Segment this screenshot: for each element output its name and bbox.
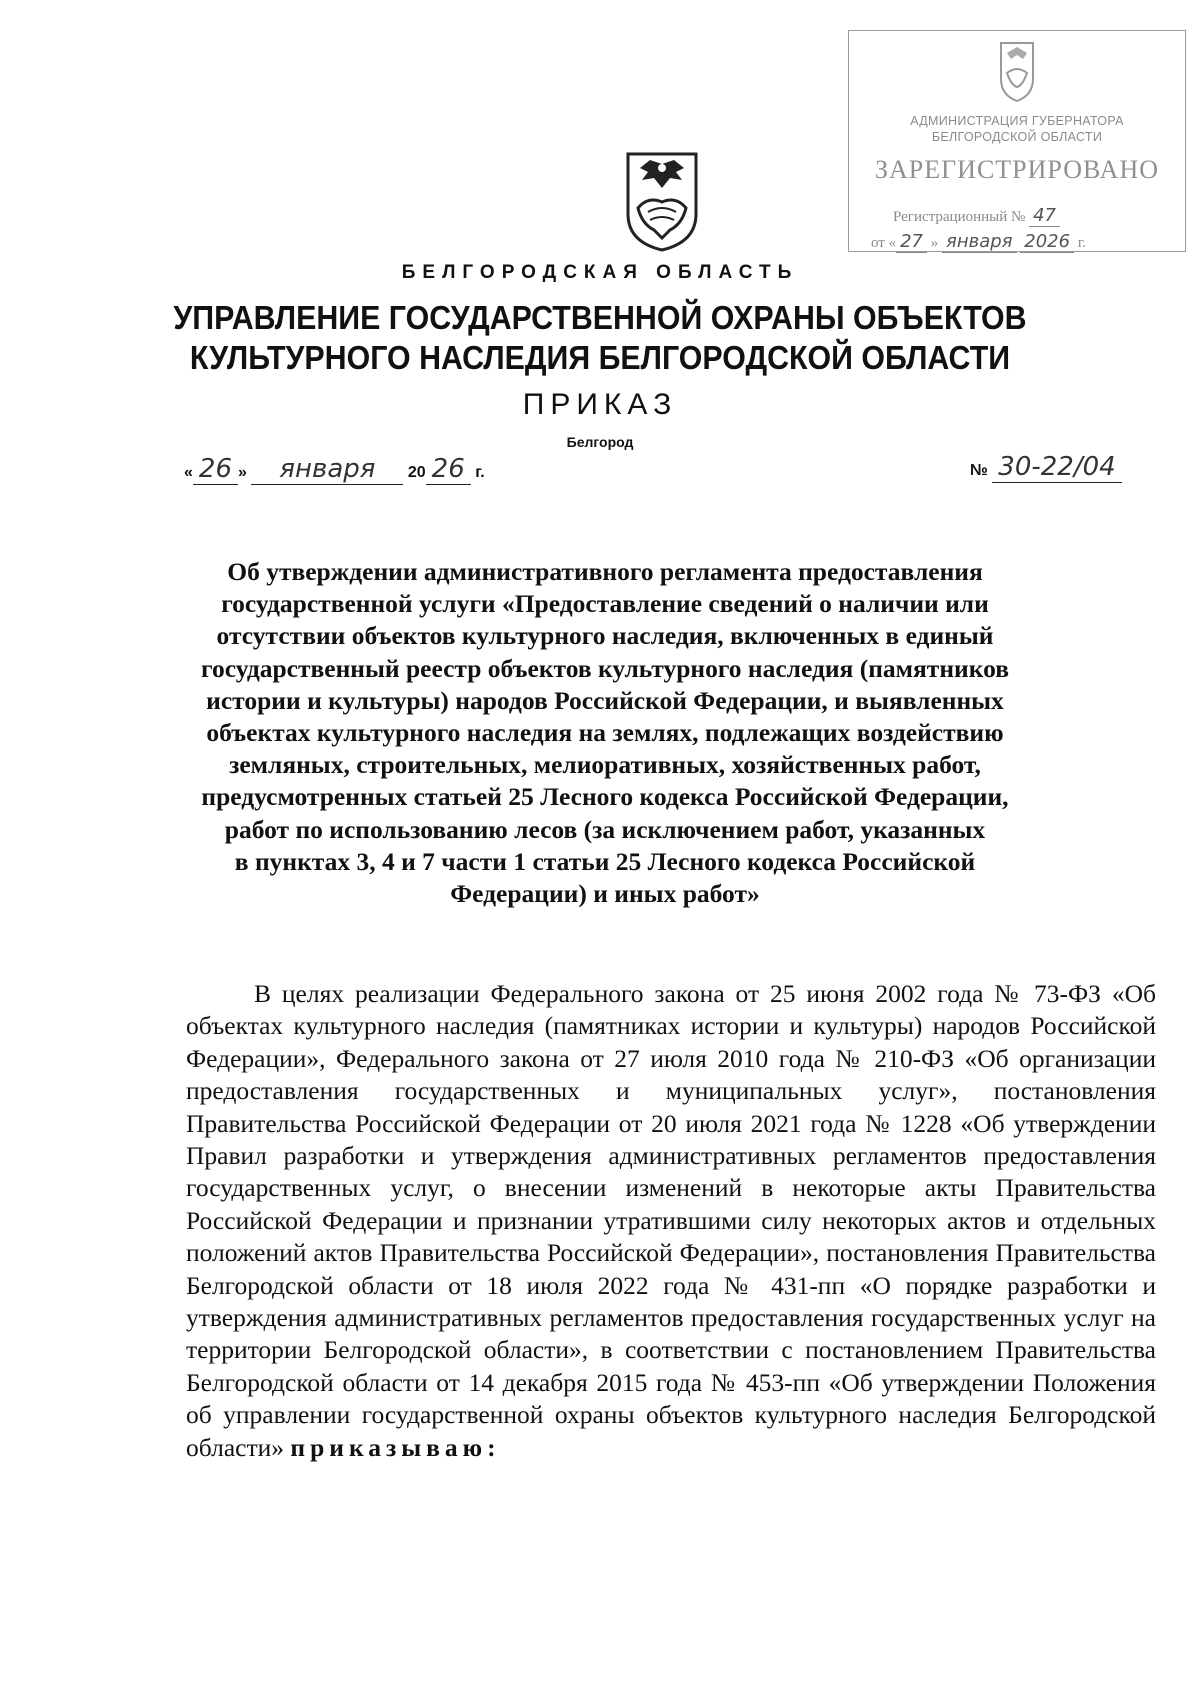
number-label: №: [970, 462, 988, 479]
stamp-reg-number-line: [893, 205, 1060, 226]
organization-name-line: УПРАВЛЕНИЕ ГОСУДАРСТВЕННОЙ ОХРАНЫ ОБЪЕКТОВ: [173, 299, 1027, 336]
order-word: приказываю:: [290, 1432, 501, 1462]
subject-line: земляных, строительных, мелиоративных, хозяйственных работ,: [229, 750, 981, 780]
number-value: 30-22/04: [992, 452, 1121, 483]
stamp-status: ЗАРЕГИСТРИРОВАНО: [875, 155, 1159, 184]
stamp-date-month: января: [942, 231, 1017, 253]
stamp-date-quote: »: [930, 235, 939, 251]
date-year-prefix: 20: [407, 464, 426, 481]
stamp-org-line: АДМИНИСТРАЦИЯ ГУБЕРНАТОРА: [910, 114, 1124, 128]
stamp-reg-number: 47: [1029, 205, 1060, 227]
preamble-text: В целях реализации Федерального закона от 25 июня 2002 года № 73-ФЗ «Об объектах культурного наследия (памятниках истории и культуры) народов Российской Федерации», Федерального закона от 27 июля 2010 года № 210-ФЗ «Об организации предоставления государственных и муниципальных услуг», постановления Правительства Российской Федерации от 20 июля 2021 года № 1228 «Об утверждении Правил разработки и утверждения административных регламентов предоставления государственных услуг, о внесении изменений в некоторые акты Правительства Российской Федерации и признании утратившими силу некоторых актов и отдельных положений актов Правительства Российской Федерации», постановления Правительства Белгородской области от 18 июля 2022 года № 431-пп «О порядке разработки и утверждения административных регламентов предоставления государственных услуг на территории Белгородской области», в соответствии с постановлением Правительства Белгородской области от 14 декабря 2015 года № 453-пп «Об утверждении Положения об управлении государственной охраны объектов культурного наследия Белгородской области»: [186, 979, 1156, 1462]
registration-stamp: [848, 30, 1186, 252]
subject-line: в пунктах 3, 4 и 7 части 1 статьи 25 Лесного кодекса Российской: [234, 846, 976, 876]
stamp-date-year: 2026: [1020, 231, 1074, 253]
stamp-organization: [849, 113, 1185, 145]
subject-line: истории и культуры) народов Российской Федерации, и выявленных: [206, 685, 1004, 715]
subject-line: отсутствии объектов культурного наследия, включенных в единый: [216, 621, 994, 651]
city: Белгород: [566, 434, 634, 450]
region-name: БЕЛГОРОДСКАЯ ОБЛАСТЬ: [401, 262, 799, 283]
date-close-quote: »: [238, 464, 247, 481]
date-year-suffix: 26: [426, 454, 471, 485]
subject-line: предусмотренных статьей 25 Лесного кодекса Российской Федерации,: [201, 782, 1009, 812]
subject-line: Федерации) и иных работ»: [450, 879, 760, 909]
date-month: января: [251, 454, 403, 485]
organization-name-line: КУЛЬТУРНОГО НАСЛЕДИЯ БЕЛГОРОДСКОЙ ОБЛАСТИ: [189, 339, 1011, 376]
date-open-quote: «: [184, 464, 193, 481]
preamble-paragraph: [186, 978, 1156, 1464]
subject-line: объектах культурного наследия на землях, подлежащих воздействию: [206, 718, 1004, 748]
stamp-date-suffix: г.: [1077, 235, 1087, 251]
document-number: [970, 452, 1122, 482]
stamp-date-line: [871, 231, 1086, 252]
belgorod-coat-of-arms-icon: [997, 39, 1037, 103]
document-type: ПРИКАЗ: [522, 388, 678, 421]
date-day: 26: [193, 454, 238, 485]
subject-line: государственный реестр объектов культурного наследия (памятников: [201, 653, 1009, 683]
stamp-reg-label: Регистрационный №: [893, 209, 1026, 225]
stamp-date-prefix: от «: [871, 235, 897, 251]
subject-line: государственной услуги «Предоставление сведений о наличии или: [221, 589, 989, 619]
document-subject: [190, 556, 1020, 910]
document-date: [184, 454, 485, 484]
stamp-date-day: 27: [896, 231, 927, 253]
subject-line: Об утверждении административного регламента предоставления: [227, 557, 983, 586]
belgorod-coat-of-arms-icon: [622, 150, 702, 254]
subject-line: работ по использованию лесов (за исключением работ, указанных: [224, 814, 986, 844]
date-year-unit: г.: [475, 464, 485, 481]
organization-name: [48, 298, 1152, 378]
stamp-org-line: БЕЛГОРОДСКОЙ ОБЛАСТИ: [931, 130, 1103, 144]
